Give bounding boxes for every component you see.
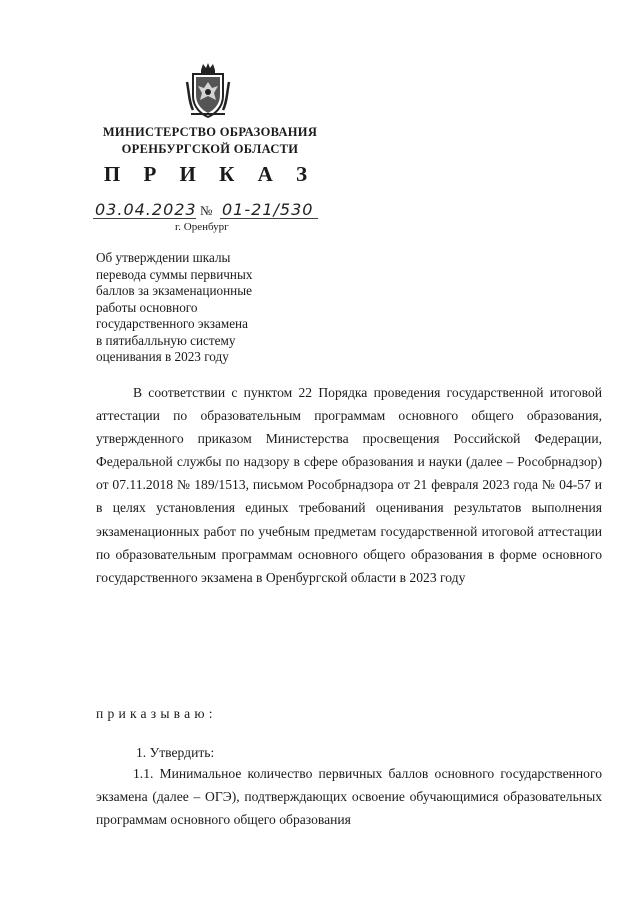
item-1-1: 1.1. Минимальное количество первичных баллов основного государственного экзамена (далее – ОГЭ), подтверждающих освоение обучающимися образовательных программам основного общего образования <box>96 766 602 828</box>
subject-line: в пятибалльную систему <box>96 332 236 348</box>
number-sign: № <box>200 203 213 218</box>
preamble-paragraph: В соответствии с пунктом 22 Порядка проведения государственной итоговой аттестации по образовательным программам основного общего образования, утвержденного приказом Министерства просвещения Российской Федерации, Федеральной службы по надзору в сфере образования и науки (далее – Рособрнадзор) от 07.11.2018 № 189/1513, письмом Рособрнадзора от 21 февраля 2023 года № 04-57 и в целях установления единых требований оценивания результатов выполнения экзаменационных работ по учебным предметам государственной итоговой аттестации по образовательным программам основного общего образования в форме основного государственного экзамена в Оренбургской области в 2023 году <box>96 385 602 585</box>
order-subject <box>96 250 326 366</box>
subject-line: Об утверждении шкалы <box>96 250 231 265</box>
order-city: г. Оренбург <box>175 221 229 233</box>
subject-line: перевода суммы первичных <box>96 266 253 282</box>
subject-line: государственного экзамена <box>96 316 248 331</box>
prikazyvayu-heading: приказываю: <box>96 706 217 721</box>
order-number: 01-21/530 <box>222 200 314 219</box>
ministry-line-1: МИНИСТЕРСТВО ОБРАЗОВАНИЯ <box>102 125 318 139</box>
subject-line: баллов за экзаменационные <box>96 283 252 298</box>
subject-line: работы основного <box>96 299 198 315</box>
ministry-name <box>80 124 340 158</box>
number-underline <box>220 218 318 219</box>
subject-line: оценивания в 2023 году <box>96 349 229 364</box>
order-date: 03.04.2023 <box>95 200 197 219</box>
date-underline <box>93 218 196 219</box>
ministry-line-2: ОРЕНБУРГСКОЙ ОБЛАСТИ <box>121 142 299 156</box>
document-title: П Р И К А З <box>103 162 317 186</box>
item-1: 1. Утвердить: <box>136 745 215 760</box>
coat-of-arms-icon <box>185 62 231 120</box>
